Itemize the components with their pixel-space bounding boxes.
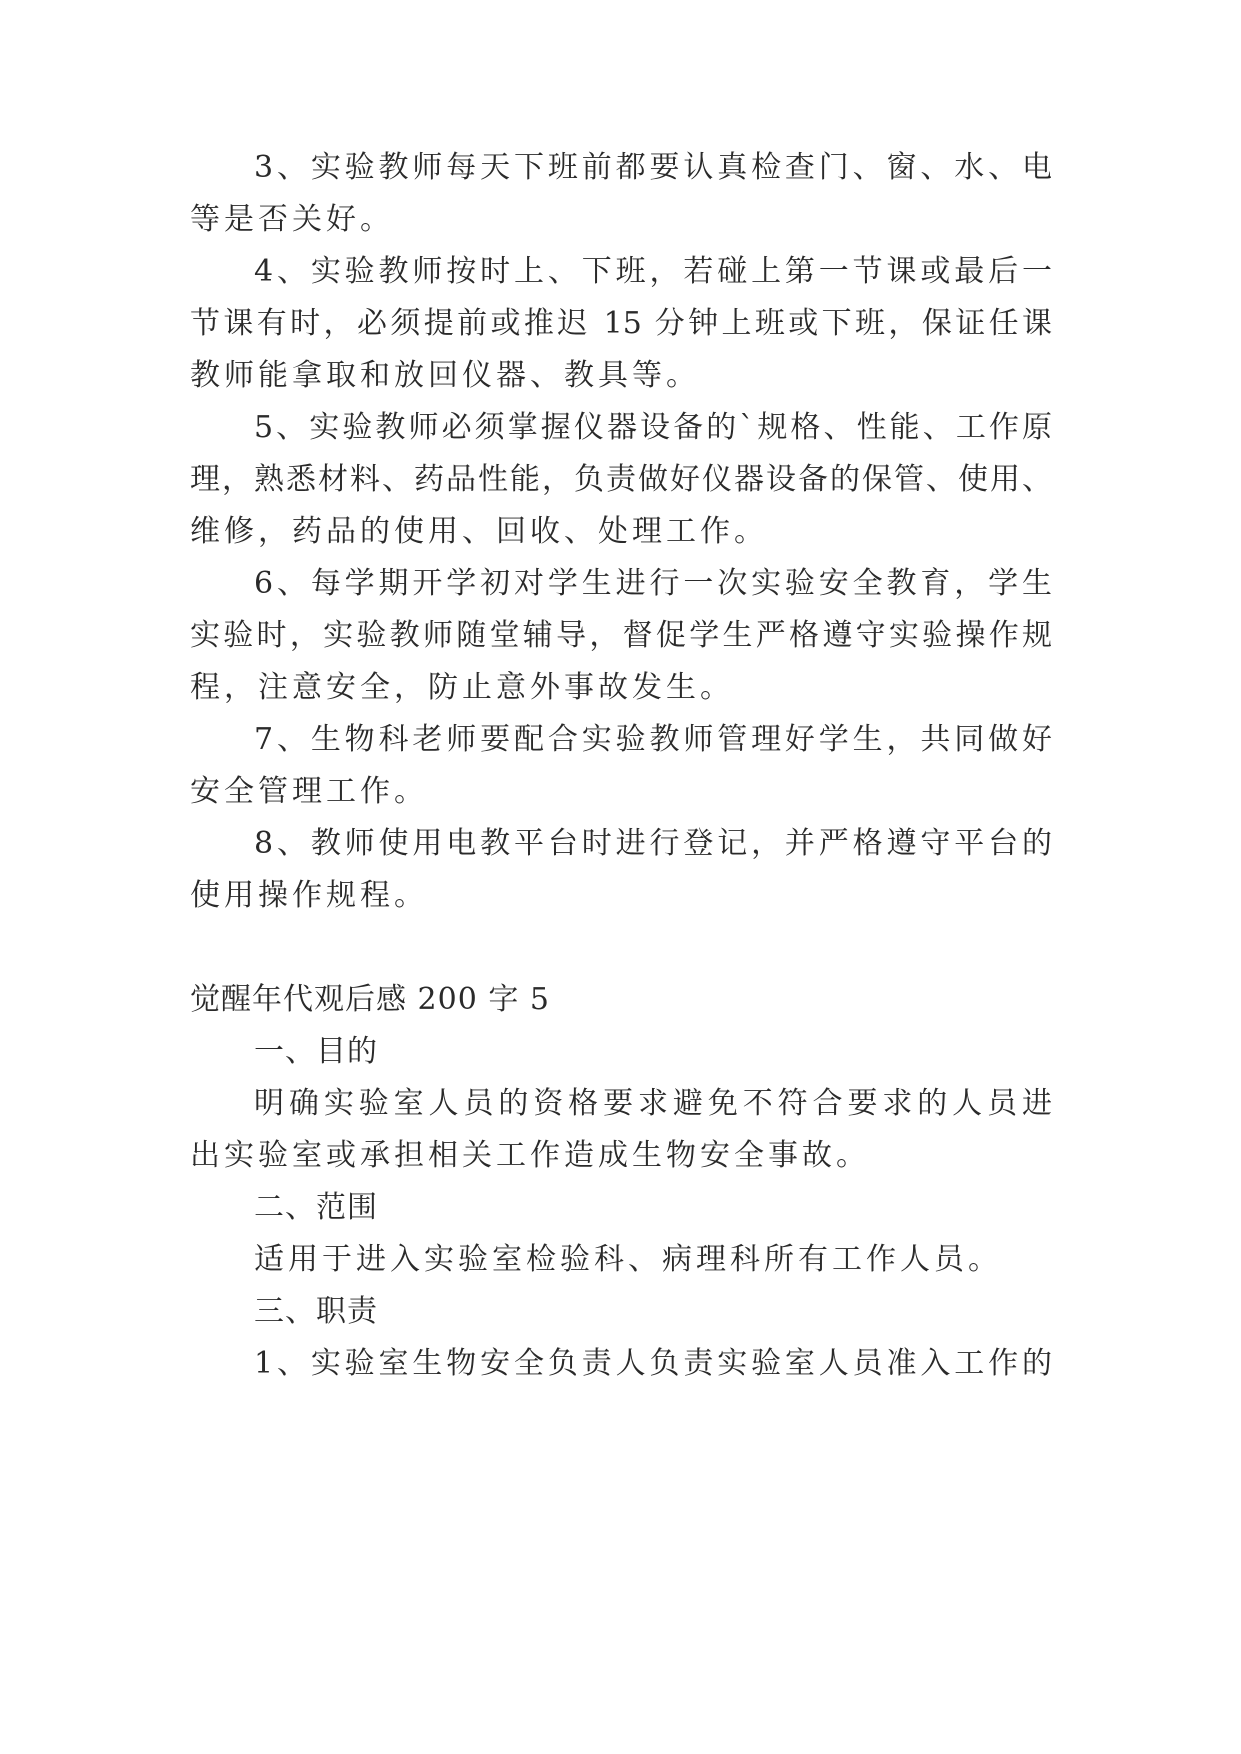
paragraph-3-line-2: 等是否关好。 xyxy=(190,202,394,237)
paragraph-6-line-3: 程，注意安全，防止意外事故发生。 xyxy=(190,670,734,705)
paragraph-6-line-1: 6、每学期开学初对学生进行一次实验安全教育，学生 xyxy=(254,566,1052,601)
heading-scope: 二、范围 xyxy=(254,1190,378,1225)
section-title: 觉醒年代观后感 200 字 5 xyxy=(190,982,550,1017)
duties-line-1: 1、实验室生物安全负责人负责实验室人员准入工作的 xyxy=(254,1346,1052,1381)
paragraph-5-line-1: 5、实验教师必须掌握仪器设备的`规格、性能、工作原 xyxy=(254,410,1052,445)
paragraph-6-line-2: 实验时，实验教师随堂辅导，督促学生严格遵守实验操作规 xyxy=(190,618,1052,653)
paragraph-7-line-1: 7、生物科老师要配合实验教师管理好学生，共同做好 xyxy=(254,722,1052,757)
paragraph-8-line-2: 使用操作规程。 xyxy=(190,878,428,913)
paragraph-8-line-1: 8、教师使用电教平台时进行登记，并严格遵守平台的 xyxy=(254,826,1052,861)
paragraph-4-line-1: 4、实验教师按时上、下班，若碰上第一节课或最后一 xyxy=(254,254,1052,289)
paragraph-3-line-1: 3、实验教师每天下班前都要认真检查门、窗、水、电 xyxy=(254,150,1052,185)
heading-purpose: 一、目的 xyxy=(254,1034,378,1069)
paragraph-4-line-3: 教师能拿取和放回仪器、教具等。 xyxy=(190,358,700,393)
paragraph-7-line-2: 安全管理工作。 xyxy=(190,774,428,809)
paragraph-4-line-2: 节课有时，必须提前或推迟 15 分钟上班或下班，保证任课 xyxy=(190,306,1052,341)
purpose-line-2: 出实验室或承担相关工作造成生物安全事故。 xyxy=(190,1138,870,1173)
scope-line-1: 适用于进入实验室检验科、病理科所有工作人员。 xyxy=(254,1242,1002,1277)
paragraph-5-line-2: 理，熟悉材料、药品性能，负责做好仪器设备的保管、使用、 xyxy=(190,462,1052,497)
paragraph-5-line-3: 维修，药品的使用、回收、处理工作。 xyxy=(190,514,768,549)
purpose-line-1: 明确实验室人员的资格要求避免不符合要求的人员进 xyxy=(254,1086,1052,1121)
heading-duties: 三、职责 xyxy=(254,1294,378,1329)
